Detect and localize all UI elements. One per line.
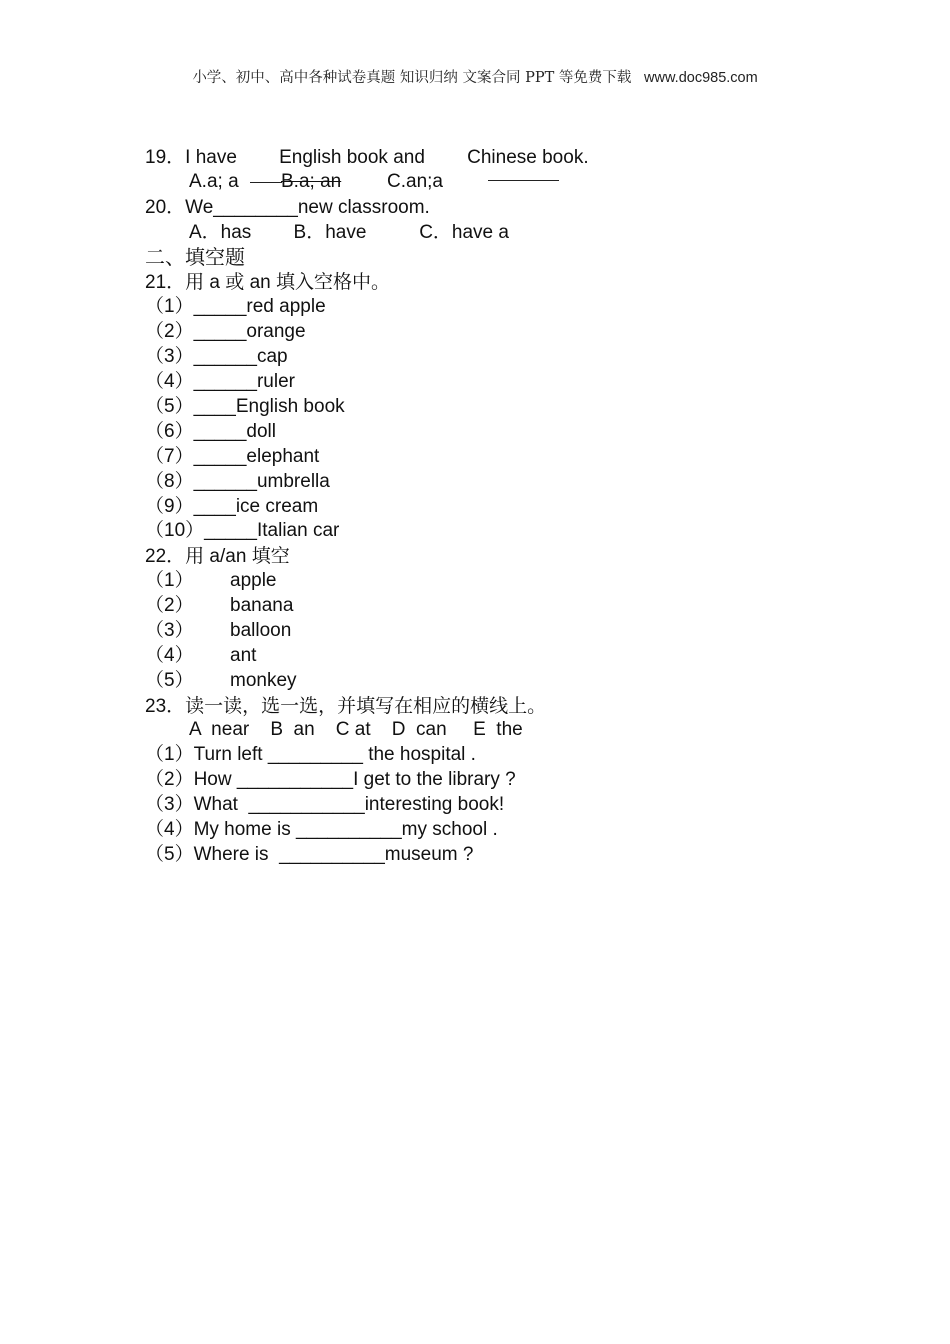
- header-url: www.doc985.com: [644, 70, 758, 86]
- q21-stem: [145, 270, 390, 295]
- q19-stem: 19．I have English book and Chinese book.: [145, 147, 589, 168]
- q23-stem: [145, 694, 546, 719]
- q19-blank-line: [488, 180, 559, 181]
- q21-item-6: （6）_____doll: [145, 421, 276, 442]
- q22-item-4-word: ant: [230, 645, 257, 666]
- q22-item-3-word: balloon: [230, 620, 292, 641]
- q22-item-5-num: （5）: [145, 670, 194, 691]
- q23-item-3: （3）What ___________interesting book!: [145, 794, 505, 815]
- q21-stem-en2: an: [244, 272, 276, 293]
- q22-item-1-num: （1）: [145, 570, 194, 591]
- q19-strike-line: [250, 182, 282, 183]
- q23-stem-cn: 读一读，选一选，并填写在相应的横线上。: [185, 695, 547, 717]
- q22-stem: [145, 544, 290, 569]
- q22-item-4-num: （4）: [145, 645, 194, 666]
- q21-item-2: （2）_____orange: [145, 321, 306, 342]
- q21-item-8: （8）______umbrella: [145, 471, 330, 492]
- q22-item-3-num: （3）: [145, 620, 194, 641]
- q21-item-7: （7）_____elephant: [145, 446, 320, 467]
- q22-item-2-num: （2）: [145, 595, 194, 616]
- q21-item-3: （3）______cap: [145, 346, 288, 367]
- q22-number: 22．: [145, 546, 186, 567]
- q21-item-9: （9）____ice cream: [145, 496, 319, 517]
- q23-number: 23．: [145, 696, 186, 717]
- q22-stem-en: a/an: [204, 546, 252, 567]
- q21-item-4: （4）______ruler: [145, 371, 295, 392]
- q23-choices: A near B an C at D can E the: [189, 719, 523, 740]
- q21-stem-cn3: 填入空格中。: [276, 271, 391, 293]
- q19-option-c: C.an;a: [387, 171, 443, 192]
- q22-item-5-word: monkey: [230, 670, 297, 691]
- section-title: 二、填空题: [145, 245, 245, 269]
- q20-options: A．has B．have C．have a: [189, 222, 509, 243]
- q21-stem-cn1: 用: [185, 271, 205, 293]
- q21-number: 21．: [145, 272, 186, 293]
- q23-item-4: （4）My home is __________my school .: [145, 819, 498, 840]
- q22-stem-cn2: 填空: [251, 545, 290, 567]
- q21-item-1: （1）_____red apple: [145, 296, 326, 317]
- q23-item-1: （1）Turn left _________ the hospital .: [145, 744, 476, 765]
- q21-item-10: （10）_____Italian car: [145, 520, 340, 541]
- q21-stem-cn2: 或: [225, 271, 245, 293]
- q23-item-5: （5）Where is __________museum ?: [145, 844, 474, 865]
- q21-stem-en: a: [204, 272, 226, 293]
- q22-item-2-word: banana: [230, 595, 294, 616]
- q19-option-a: A.a; a: [189, 171, 239, 192]
- q19-option-b: B.a; an: [281, 171, 342, 192]
- q22-stem-cn1: 用: [185, 545, 205, 567]
- header-title: 小学、初中、高中各种试卷真题 知识归纳 文案合同 PPT 等免费下载: [192, 70, 632, 86]
- q21-item-5: （5）____English book: [145, 396, 345, 417]
- page-header: [0, 66, 950, 87]
- q23-item-2: （2）How ___________I get to the library ?: [145, 769, 516, 790]
- q22-item-1-word: apple: [230, 570, 277, 591]
- q20-stem: 20．We________new classroom.: [145, 197, 430, 218]
